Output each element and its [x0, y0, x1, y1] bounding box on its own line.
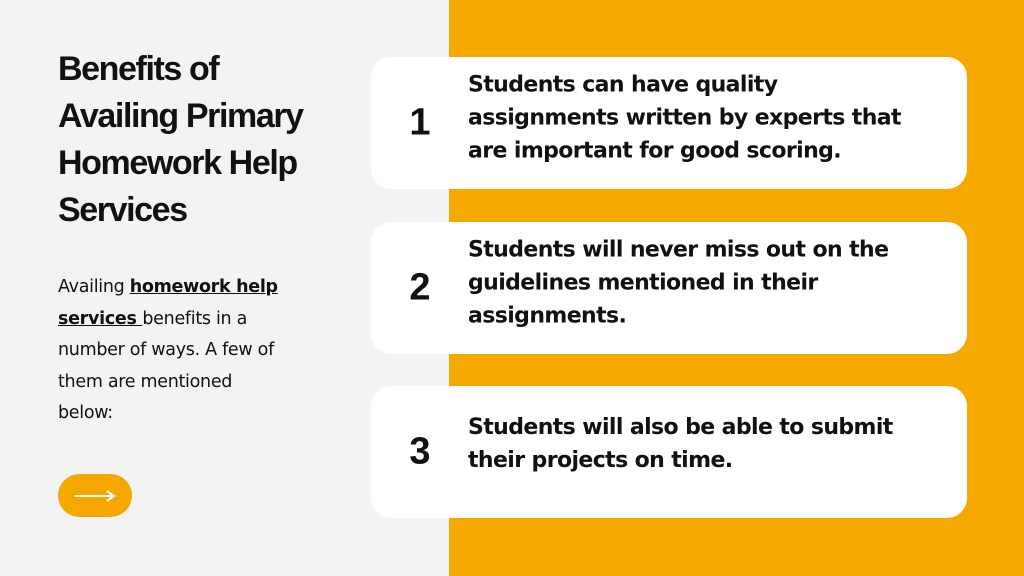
benefit-number: 3	[409, 430, 431, 473]
homework-help-services-link[interactable]: homework help services	[58, 277, 278, 329]
benefit-text: Students will also be able to submit their projects on time.	[468, 415, 893, 474]
arrow-right-icon	[73, 489, 117, 503]
benefit-card-3	[371, 386, 967, 518]
benefit-card-1	[371, 57, 967, 189]
intro-paragraph	[58, 272, 288, 430]
next-arrow-button[interactable]	[58, 474, 132, 517]
benefit-number: 1	[409, 101, 431, 144]
benefit-text: Students will never miss out on the guidelines mentioned in their assignments.	[468, 237, 889, 329]
benefit-card-2	[371, 222, 967, 354]
benefit-text: Students can have quality assignments written by experts that are important for good scoring.	[468, 72, 901, 164]
slide-title: Benefits of Availing Primary Homework Help Services	[58, 50, 303, 229]
intro-text-before: Availing	[58, 277, 130, 297]
benefit-number: 2	[409, 266, 431, 309]
intro-text-after: benefits in a number of ways. A few of them are mentioned below:	[58, 308, 274, 423]
